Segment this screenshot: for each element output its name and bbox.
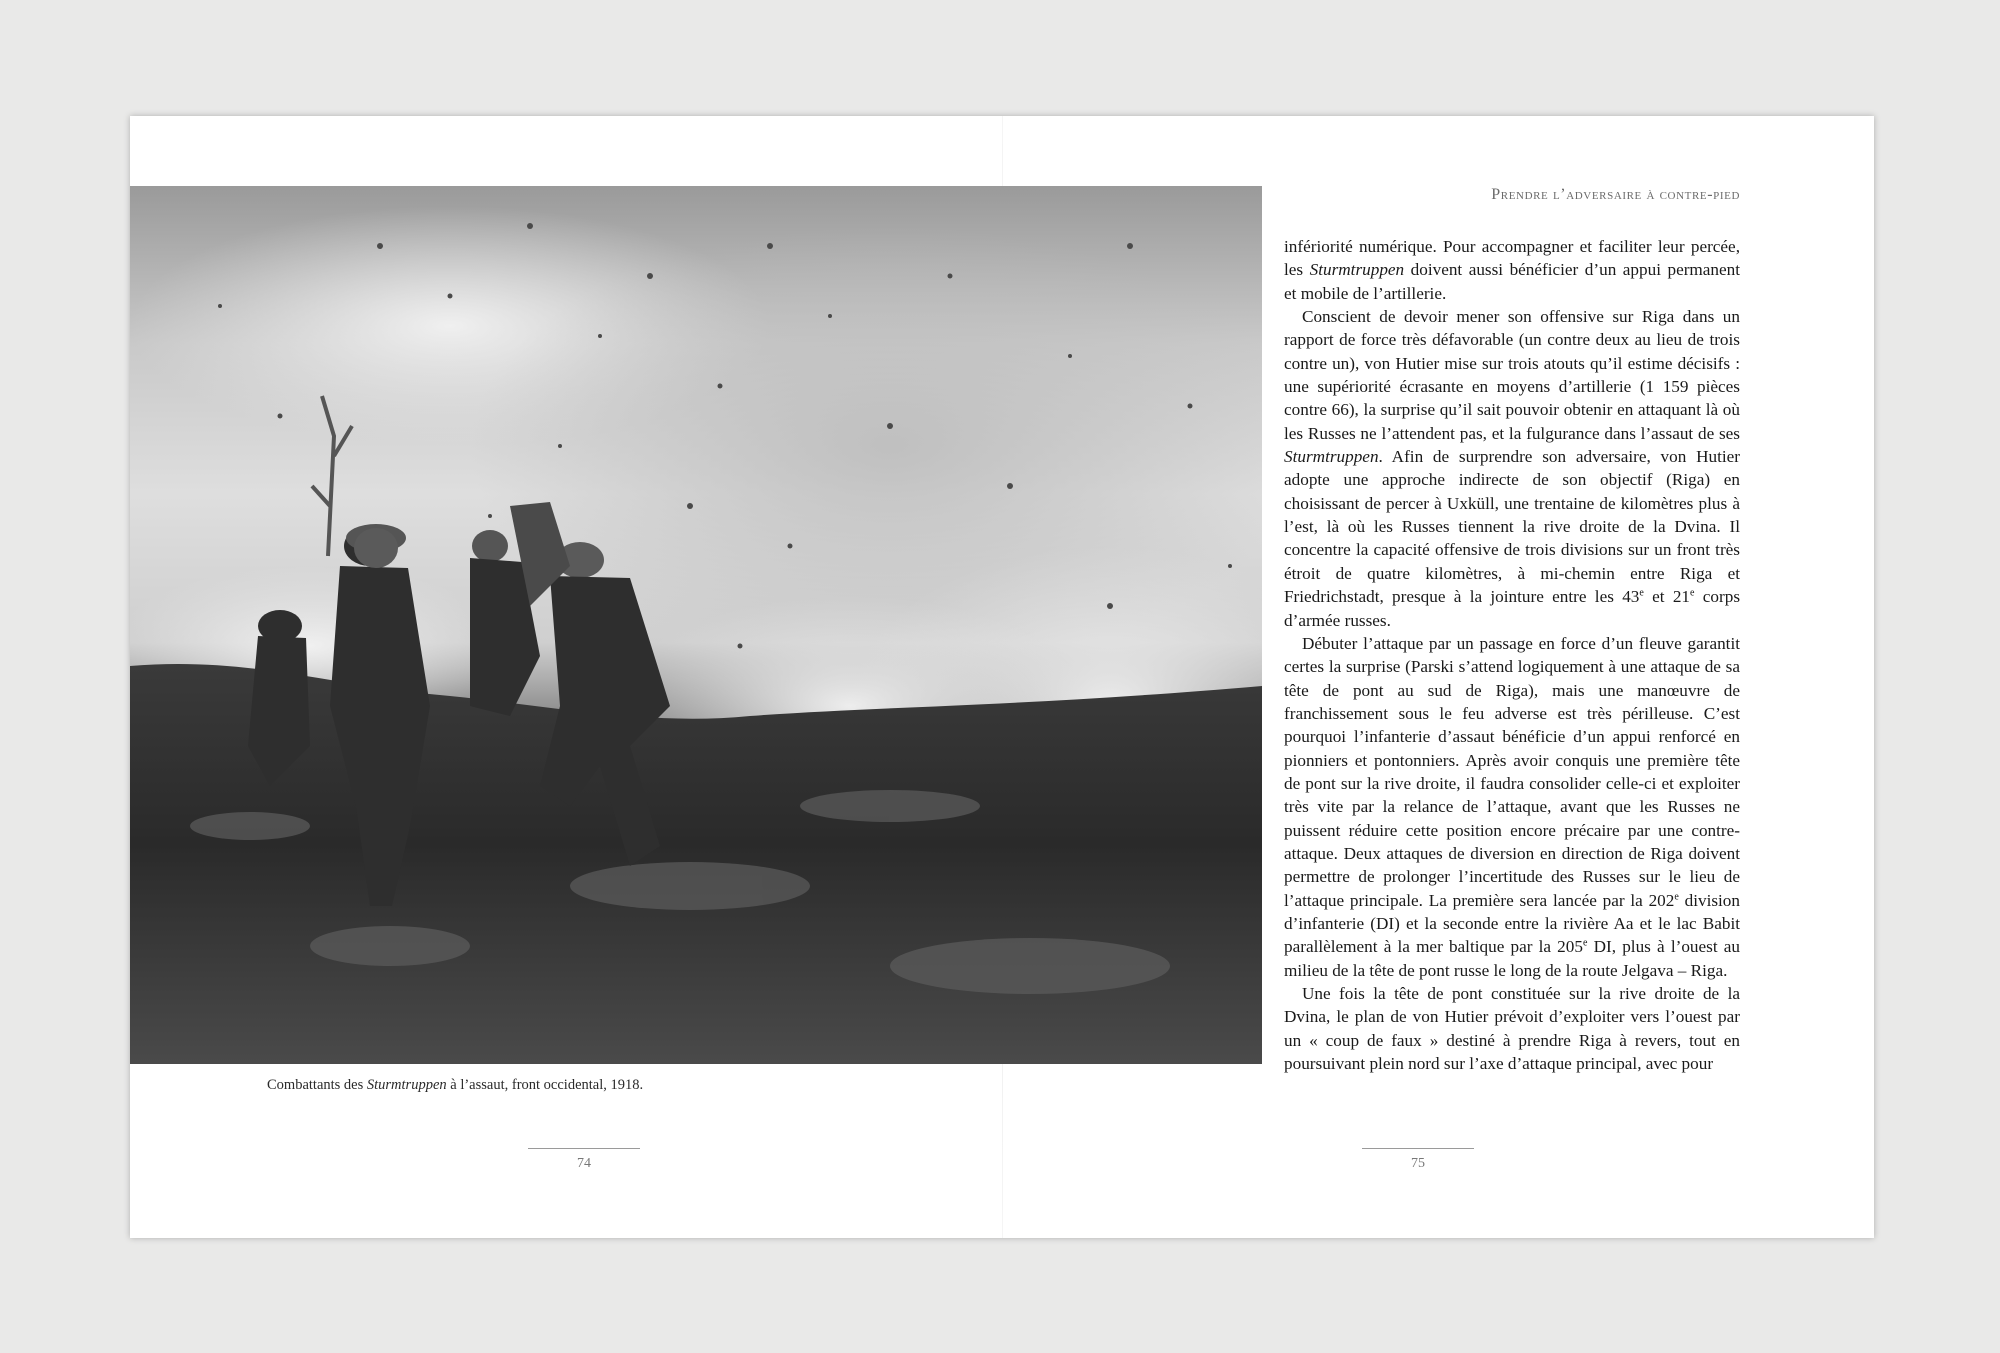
italic-text: Sturmtruppen [1309,260,1405,280]
text-run: infériorité numérique. Pour accompagner et faciliter leur percée, les [1284,237,1740,280]
right-page-number: 75 [1411,1156,1425,1171]
right-folio-rule [1362,1148,1474,1149]
photo-illustration [130,186,1262,1064]
text-run: division d’infanterie (DI) et la seconde entre la rivière Aa et le lac Babit parallèlement à la mer baltique par la 205 [1284,890,1740,957]
superscript: e [1582,937,1588,949]
body-paragraph [1284,235,1740,305]
text-run: corps d’armée russes. [1284,587,1741,630]
superscript: e [1690,587,1695,599]
body-paragraph [1284,305,1740,632]
body-paragraph [1284,632,1740,982]
photo-caption [267,1077,643,1094]
text-run: doivent aussi bénéficier d’un appui permanent et mobile de l’artillerie. [1284,260,1741,303]
text-run: et 21 [1643,587,1691,607]
text-run: Débuter l’attaque par un passage en force d’un fleuve garantit certes la surprise (Parski s’attend logiquement à une attaque de sa tête de pont au sud de Riga), mais une manœuvre de franchissement sous le feu adverse est très périlleuse. C’est pourquoi l’infanterie d’assaut bénéficie d’un appui renforcé en pionniers et pontonniers. Après avoir conquis une première tête de pont sur la rive droite, il faudra consolider celle-ci et exploiter très vite par la relance de l’attaque, avant que les Russes ne puissent réduire cette position encore précaire par une contre-attaque. Deux attaques de diversion en direction de Riga doivent permettre de prolonger l’incertitude des Russes sur le lieu de l’attaque principale. La première sera lancée par la 202 [1284,633,1740,910]
superscript: e [1639,587,1644,599]
body-paragraph [1284,982,1740,1075]
caption-text-after: à l’assaut, front occidental, 1918. [446,1077,644,1093]
running-head: Prendre l’adversaire à contre-pied [1491,186,1740,203]
caption-text-italic: Sturmtruppen [366,1077,447,1093]
text-run: Une fois la tête de pont constituée sur la rive droite de la Dvina, le plan de von Hutier prévoit d’exploiter vers l’ouest par un « coup de faux » destiné à prendre Riga à revers, tout en poursuivant plein nord sur l’axe d’attaque principal, avec pour [1284,984,1740,1074]
superscript: e [1674,890,1679,902]
text-run: Conscient de devoir mener son offensive sur Riga dans un rapport de force très défavorable (un contre deux au lieu de trois contre un), von Hutier mise sur trois atouts qu’il estime décisifs : une supériorité écrasante en moyens d’artillerie (1 159 pièces contre 66), la surprise qu’il sait pouvoir obtenir en attaquant là où les Russes ne l’attendent pas, et la fulgurance dans l’assaut de ses [1284,307,1740,443]
left-page-number: 74 [577,1156,591,1171]
text-run: DI, plus à l’ouest au milieu de la tête de pont russe le long de la route Jelgava – Riga. [1284,937,1740,980]
battlefield-photograph [130,186,1262,1064]
book-spread [130,116,1874,1238]
text-run: . Afin de surprendre son adversaire, von Hutier adopte une approche indirecte de son objectif (Riga) en choisissant de percer à Uxküll, une trentaine de kilomètres plus à l’est, là où les Russes tiennent la rive droite de la Dvina. Il concentre la capacité offensive de trois divisions sur un front très étroit de quatre kilomètres, à mi-chemin entre Riga et Friedrichstadt, presque à la jointure entre les 43 [1284,447,1740,607]
left-folio-rule [528,1148,640,1149]
italic-text: Sturmtruppen [1284,447,1379,467]
body-text [1284,235,1740,1075]
caption-text-before: Combattants des [267,1077,367,1093]
